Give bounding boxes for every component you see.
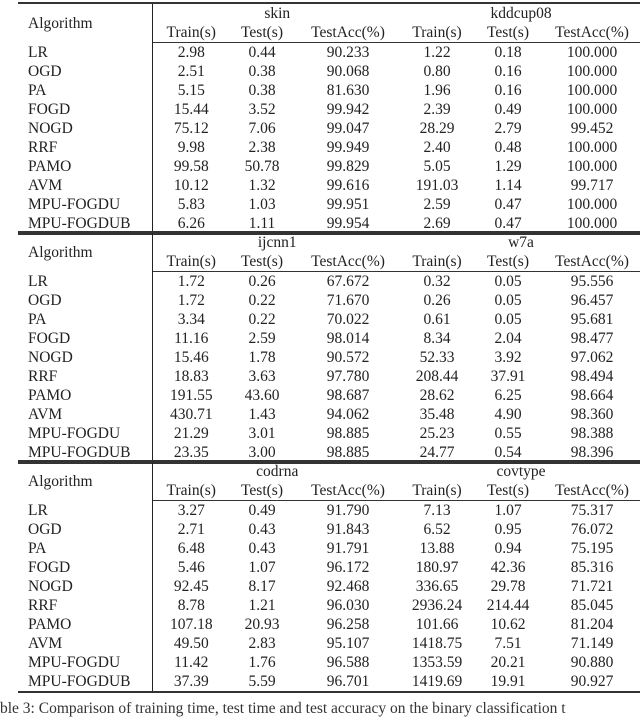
table-cell: 99.616	[326, 177, 370, 194]
table-cell: 90.880	[570, 654, 614, 671]
table-row	[18, 62, 640, 81]
table-cell: 2.59	[423, 196, 451, 213]
algorithm-header: Algorithm	[18, 232, 152, 272]
table-cell: 0.22	[248, 292, 276, 309]
algorithm-name: OGD	[18, 62, 152, 81]
algorithm-name: PA	[18, 81, 152, 100]
table-row	[18, 596, 640, 615]
table-cell: 6.26	[152, 214, 230, 234]
algorithm-name: MPU-FOGDU	[18, 195, 152, 214]
table-cell: 214.44	[486, 597, 530, 614]
column-header: Test(s)	[230, 481, 294, 501]
table-cell: 100.000	[566, 158, 618, 175]
table-cell: 0.05	[494, 311, 522, 328]
table-cell: 97.062	[570, 349, 614, 366]
table-cell: 8.34	[423, 330, 451, 347]
table-cell: 1.43	[248, 406, 276, 423]
table-cell: 76.072	[570, 521, 614, 538]
table-cell: 0.16	[494, 63, 522, 80]
algorithm-name: LR	[18, 43, 152, 63]
column-header: TestAcc(%)	[294, 481, 402, 501]
table-cell: 3.34	[177, 311, 205, 328]
table-cell: 2.71	[177, 521, 205, 538]
table-cell: 0.47	[494, 196, 522, 213]
table-cell: 0.26	[423, 292, 451, 309]
table-row	[18, 577, 640, 596]
table-cell: 90.068	[326, 63, 370, 80]
algorithm-name: NOGD	[18, 119, 152, 138]
table-cell: 1418.75	[411, 635, 463, 652]
column-header: Test(s)	[472, 23, 544, 43]
algorithm-name: MPU-FOGDUB	[18, 443, 152, 463]
table-cell: 99.949	[326, 139, 370, 156]
dataset-header: kddcup08	[402, 3, 640, 23]
table-cell: 98.885	[294, 443, 402, 463]
column-header: Train(s)	[402, 23, 472, 43]
table-row	[18, 558, 640, 577]
table-cell: 5.83	[177, 196, 205, 213]
table-cell: 1.29	[494, 158, 522, 175]
table-cell: 29.78	[490, 578, 526, 595]
table-cell: 20.21	[490, 654, 526, 671]
table-cell: 1.22	[423, 44, 451, 61]
table-cell: 3.92	[494, 349, 522, 366]
table-cell: 0.43	[248, 521, 276, 538]
table-cell: 67.672	[326, 273, 370, 290]
table-cell: 0.26	[248, 273, 276, 290]
column-header: Test(s)	[230, 23, 294, 43]
table-row	[18, 501, 640, 521]
algorithm-name: LR	[18, 272, 152, 292]
table-cell: 75.317	[570, 502, 614, 519]
table-row	[18, 520, 640, 539]
table-cell: 1.07	[494, 502, 522, 519]
algorithm-name: MPU-FOGDUB	[18, 214, 152, 234]
table-cell: 1.72	[177, 273, 205, 290]
algorithm-name: MPU-FOGDU	[18, 424, 152, 443]
table-cell: 0.80	[423, 63, 451, 80]
table-cell: 2.83	[248, 635, 276, 652]
table-cell: 2.79	[494, 120, 522, 137]
dataset-header: w7a	[402, 232, 640, 252]
table-cell: 7.13	[423, 502, 451, 519]
table-cell: 18.83	[173, 368, 209, 385]
table-cell: 98.494	[570, 368, 614, 385]
table-cell: 2.69	[402, 214, 472, 234]
algorithm-header: Algorithm	[18, 461, 152, 501]
algorithm-name: PAMO	[18, 615, 152, 634]
table-cell: 1419.69	[402, 672, 472, 692]
table-cell: 49.50	[173, 635, 209, 652]
table-cell: 28.62	[419, 387, 455, 404]
table-cell: 208.44	[415, 368, 459, 385]
table-cell: 37.91	[490, 368, 526, 385]
algorithm-name: AVM	[18, 634, 152, 653]
table-cell: 0.55	[494, 425, 522, 442]
column-header: TestAcc(%)	[544, 481, 640, 501]
table-cell: 10.12	[173, 177, 209, 194]
algorithm-name: RRF	[18, 596, 152, 615]
table-cell: 2.59	[248, 330, 276, 347]
table-cell: 1.76	[248, 654, 276, 671]
column-header: Train(s)	[152, 23, 230, 43]
table-cell: 95.107	[326, 635, 370, 652]
table-cell: 98.477	[570, 330, 614, 347]
column-header: TestAcc(%)	[544, 252, 640, 272]
table-cell: 15.44	[173, 101, 209, 118]
table-cell: 92.45	[173, 578, 209, 595]
table-row	[18, 157, 640, 176]
table-cell: 1.21	[248, 597, 276, 614]
algorithm-name: PA	[18, 310, 152, 329]
table-cell: 97.780	[326, 368, 370, 385]
table-cell: 1.14	[494, 177, 522, 194]
table-cell: 0.49	[248, 502, 276, 519]
table-cell: 99.717	[570, 177, 614, 194]
dataset-header: ijcnn1	[152, 232, 402, 252]
table-cell: 19.91	[472, 672, 544, 692]
table-cell: 1.96	[423, 82, 451, 99]
table-cell: 191.55	[169, 387, 213, 404]
table-cell: 2.04	[494, 330, 522, 347]
table-row	[18, 653, 640, 672]
table-cell: 85.316	[570, 559, 614, 576]
table-row	[18, 348, 640, 367]
algorithm-name: FOGD	[18, 558, 152, 577]
table-cell: 21.29	[173, 425, 209, 442]
table-cell: 7.51	[494, 635, 522, 652]
table-cell: 100.000	[566, 101, 618, 118]
table-cell: 0.05	[494, 273, 522, 290]
table-cell: 15.46	[173, 349, 209, 366]
table-cell: 8.78	[177, 597, 205, 614]
table-cell: 70.022	[326, 311, 370, 328]
column-header: Test(s)	[472, 481, 544, 501]
table-cell: 94.062	[326, 406, 370, 423]
column-header: Test(s)	[230, 252, 294, 272]
table-row	[18, 195, 640, 214]
table-cell: 96.258	[326, 616, 370, 633]
table-cell: 23.35	[152, 443, 230, 463]
table-cell: 98.687	[326, 387, 370, 404]
table-cell: 336.65	[415, 578, 459, 595]
algorithm-name: NOGD	[18, 348, 152, 367]
table-cell: 90.233	[326, 44, 370, 61]
table-cell: 99.047	[326, 120, 370, 137]
table-row	[18, 367, 640, 386]
table-cell: 52.33	[419, 349, 455, 366]
table-cell: 1.32	[248, 177, 276, 194]
table-cell: 100.000	[544, 214, 640, 234]
table-cell: 3.52	[248, 101, 276, 118]
table-cell: 5.05	[423, 158, 451, 175]
table-cell: 42.36	[490, 559, 526, 576]
table-cell: 90.927	[544, 672, 640, 692]
algorithm-name: NOGD	[18, 577, 152, 596]
table-cell: 98.360	[570, 406, 614, 423]
table-cell: 0.49	[494, 101, 522, 118]
table-cell: 99.829	[326, 158, 370, 175]
algorithm-name: OGD	[18, 291, 152, 310]
table-row	[18, 615, 640, 634]
table-row	[18, 81, 640, 100]
algorithm-name: FOGD	[18, 100, 152, 119]
table-block-ijcnn1-w7a	[18, 231, 640, 464]
table-row	[18, 424, 640, 443]
column-header: TestAcc(%)	[544, 23, 640, 43]
table-block-codrna-covtype	[18, 460, 640, 693]
table-cell: 107.18	[169, 616, 213, 633]
table-cell: 100.000	[566, 63, 618, 80]
table-cell: 0.44	[248, 44, 276, 61]
table-cell: 1.78	[248, 349, 276, 366]
table-cell: 0.38	[248, 82, 276, 99]
table-cell: 99.954	[294, 214, 402, 234]
table-row	[18, 100, 640, 119]
table-cell: 43.60	[244, 387, 280, 404]
table-cell: 98.396	[544, 443, 640, 463]
table-cell: 20.93	[244, 616, 280, 633]
table-cell: 13.88	[419, 540, 455, 557]
algorithm-name: PAMO	[18, 386, 152, 405]
table-cell: 0.05	[494, 292, 522, 309]
table-cell: 101.66	[415, 616, 459, 633]
table-cell: 191.03	[415, 177, 459, 194]
table-cell: 99.58	[173, 158, 209, 175]
table-cell: 2.39	[423, 101, 451, 118]
dataset-header: skin	[152, 3, 402, 23]
table-cell: 100.000	[566, 196, 618, 213]
table-cell: 24.77	[402, 443, 472, 463]
table-cell: 100.000	[566, 44, 618, 61]
table-cell: 430.71	[169, 406, 213, 423]
algorithm-name: AVM	[18, 405, 152, 424]
algorithm-header: Algorithm	[18, 3, 152, 43]
table-cell: 71.149	[570, 635, 614, 652]
table-cell: 81.630	[326, 82, 370, 99]
table-cell: 3.27	[177, 502, 205, 519]
table-cell: 71.670	[326, 292, 370, 309]
table-cell: 98.388	[570, 425, 614, 442]
table-cell: 0.94	[494, 540, 522, 557]
table-cell: 96.701	[294, 672, 402, 692]
table-cell: 0.38	[248, 63, 276, 80]
table-cell: 90.572	[326, 349, 370, 366]
table-row	[18, 405, 640, 424]
table-cell: 0.16	[494, 82, 522, 99]
table-row	[18, 329, 640, 348]
table-row	[18, 138, 640, 157]
algorithm-name: MPU-FOGDUB	[18, 672, 152, 692]
table-cell: 37.39	[152, 672, 230, 692]
table-cell: 0.18	[494, 44, 522, 61]
table-row	[18, 310, 640, 329]
column-header: Train(s)	[152, 481, 230, 501]
table-cell: 99.951	[326, 196, 370, 213]
table-cell: 6.25	[494, 387, 522, 404]
table-cell: 11.16	[174, 330, 209, 347]
algorithm-name: RRF	[18, 367, 152, 386]
table-cell: 0.22	[248, 311, 276, 328]
algorithm-name: MPU-FOGDU	[18, 653, 152, 672]
table-cell: 71.721	[570, 578, 614, 595]
table-cell: 2.40	[423, 139, 451, 156]
table-row	[18, 43, 640, 63]
table-cell: 99.452	[570, 120, 614, 137]
table-cell: 1353.59	[411, 654, 463, 671]
table-cell: 5.46	[177, 559, 205, 576]
table-cell: 96.588	[326, 654, 370, 671]
table-cell: 96.030	[326, 597, 370, 614]
table-row	[18, 634, 640, 653]
table-cell: 0.95	[494, 521, 522, 538]
table-cell: 95.556	[570, 273, 614, 290]
table-row	[18, 539, 640, 558]
column-header: Train(s)	[402, 481, 472, 501]
table-cell: 9.98	[177, 139, 205, 156]
table-cell: 91.790	[326, 502, 370, 519]
column-header: Train(s)	[152, 252, 230, 272]
table-cell: 81.204	[570, 616, 614, 633]
table-cell: 35.48	[419, 406, 455, 423]
table-cell: 2.38	[248, 139, 276, 156]
table-block-skin-kddcup08	[18, 2, 640, 235]
table-cell: 2936.24	[411, 597, 463, 614]
table-cell: 0.48	[494, 139, 522, 156]
table-cell: 75.195	[570, 540, 614, 557]
algorithm-name: LR	[18, 501, 152, 521]
table-cell: 3.01	[248, 425, 276, 442]
algorithm-name: RRF	[18, 138, 152, 157]
table-cell: 11.42	[174, 654, 209, 671]
algorithm-name: FOGD	[18, 329, 152, 348]
table-cell: 91.791	[326, 540, 370, 557]
algorithm-name: PA	[18, 539, 152, 558]
table-cell: 1.03	[248, 196, 276, 213]
algorithm-name: AVM	[18, 176, 152, 195]
table-cell: 5.15	[177, 82, 205, 99]
table-cell: 75.12	[173, 120, 209, 137]
table-cell: 10.62	[490, 616, 526, 633]
table-cell: 0.61	[423, 311, 451, 328]
column-header: TestAcc(%)	[294, 23, 402, 43]
table-cell: 95.681	[570, 311, 614, 328]
table-cell: 96.457	[570, 292, 614, 309]
table-cell: 3.00	[230, 443, 294, 463]
column-header: TestAcc(%)	[294, 252, 402, 272]
table-cell: 1.72	[177, 292, 205, 309]
table-cell: 0.54	[472, 443, 544, 463]
table-row	[18, 291, 640, 310]
column-header: Train(s)	[402, 252, 472, 272]
table-cell: 0.43	[248, 540, 276, 557]
table-row	[18, 119, 640, 138]
table-cell: 96.172	[326, 559, 370, 576]
table-cell: 4.90	[494, 406, 522, 423]
table-cell: 91.843	[326, 521, 370, 538]
dataset-header: codrna	[152, 461, 402, 481]
table-cell: 6.52	[423, 521, 451, 538]
table-cell: 5.59	[230, 672, 294, 692]
table-row	[18, 176, 640, 195]
table-row	[18, 672, 640, 692]
table-cell: 180.97	[415, 559, 459, 576]
table-row	[18, 386, 640, 405]
table-cell: 100.000	[566, 139, 618, 156]
table-cell: 50.78	[244, 158, 280, 175]
table-cell: 6.48	[177, 540, 205, 557]
table-cell: 99.942	[326, 101, 370, 118]
table-cell: 100.000	[566, 82, 618, 99]
table-cell: 1.07	[248, 559, 276, 576]
column-header: Test(s)	[472, 252, 544, 272]
table-cell: 98.014	[326, 330, 370, 347]
table-cell: 1.11	[230, 214, 294, 234]
dataset-header: covtype	[402, 461, 640, 481]
algorithm-name: OGD	[18, 520, 152, 539]
table-cell: 2.98	[177, 44, 205, 61]
table-cell: 3.63	[248, 368, 276, 385]
table-cell: 98.885	[326, 425, 370, 442]
table-cell: 2.51	[177, 63, 205, 80]
table-cell: 98.664	[570, 387, 614, 404]
table-cell: 25.23	[419, 425, 455, 442]
table-cell: 85.045	[570, 597, 614, 614]
table-caption: ble 3: Comparison of training time, test time and test accuracy on the binary classification t	[0, 700, 566, 717]
table-cell: 92.468	[326, 578, 370, 595]
table-cell: 7.06	[248, 120, 276, 137]
table-cell: 28.29	[419, 120, 455, 137]
table-row	[18, 272, 640, 292]
table-cell: 0.32	[423, 273, 451, 290]
table-cell: 0.47	[472, 214, 544, 234]
table-cell: 8.17	[248, 578, 276, 595]
algorithm-name: PAMO	[18, 157, 152, 176]
